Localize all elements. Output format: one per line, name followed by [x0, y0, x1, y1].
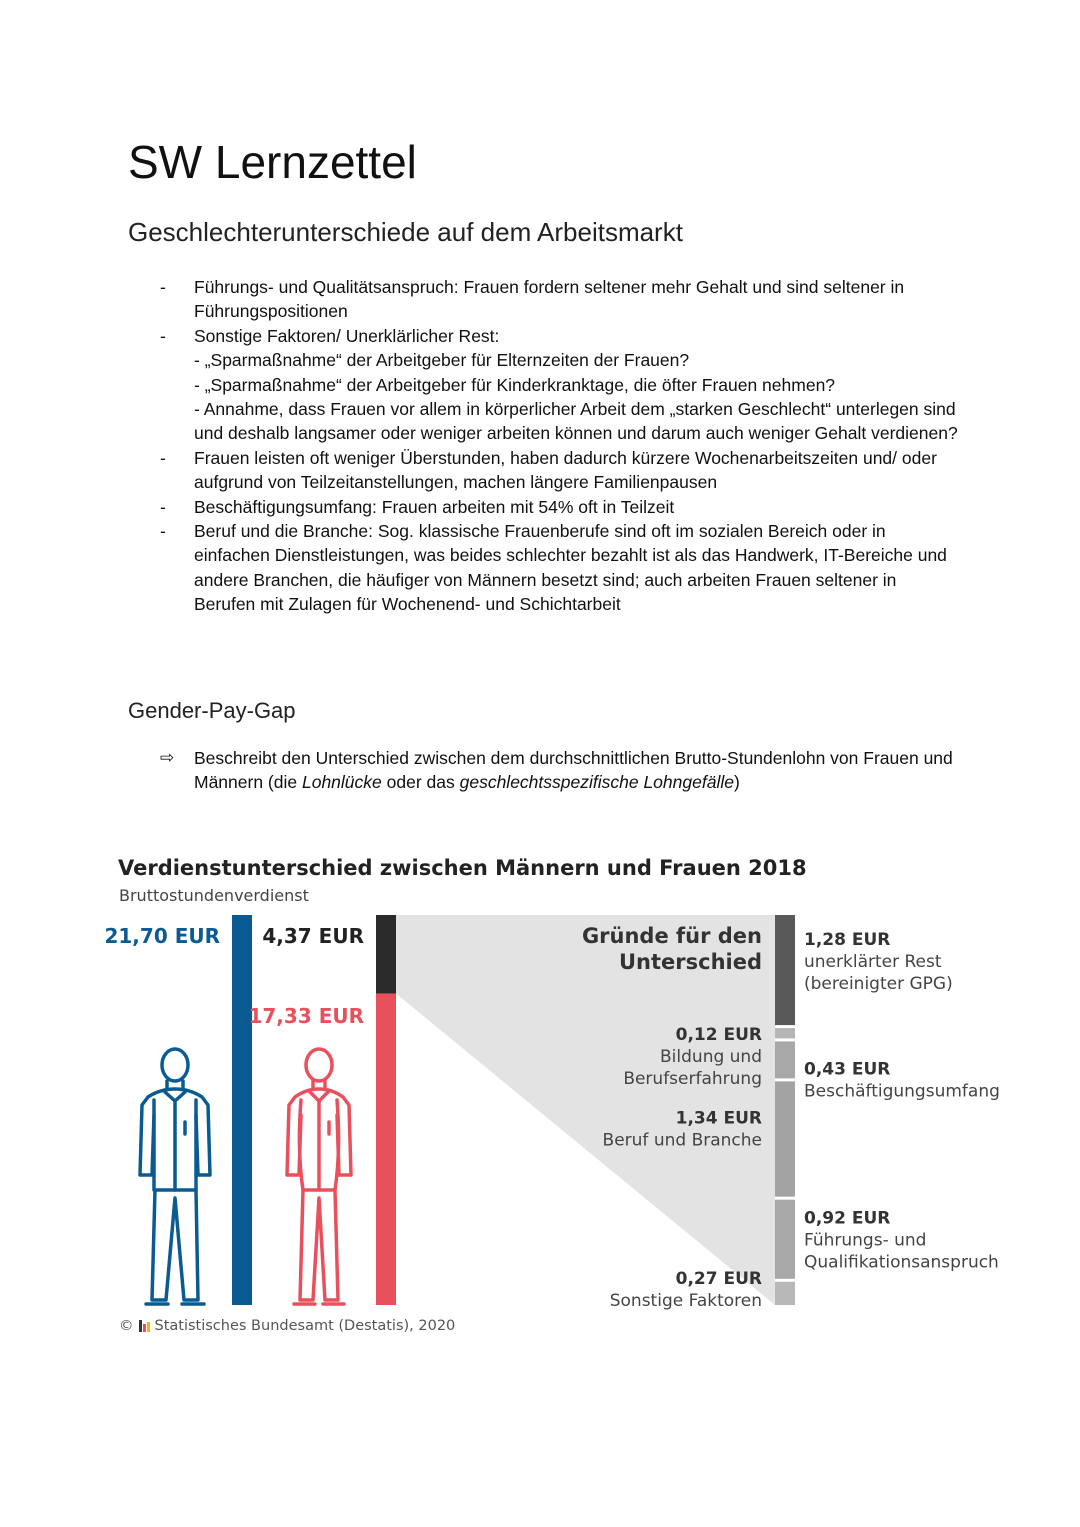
- source-text: Statistisches Bundesamt (Destatis), 2020: [154, 1318, 456, 1334]
- woman-icon: [287, 1049, 351, 1304]
- bullet-subitem: - Annahme, dass Frauen vor allem in körperlicher Arbeit dem „starken Geschlecht“ unterlegen sind und deshalb langsamer oder weniger arbeiten können und darum auch weniger Gehalt verdienen?: [194, 399, 958, 444]
- bullet-item: [160, 275, 960, 324]
- bullet-text: Frauen leisten oft weniger Überstunden, haben dadurch kürzere Wochenarbeitszeiten und/ oder aufgrund von Teilzeitanstellungen, machen längere Familienpausen: [194, 447, 937, 493]
- reason-segment: [775, 1041, 795, 1078]
- bullet-dash: -: [160, 447, 166, 468]
- segment-description-label: (bereinigter GPG): [804, 974, 953, 994]
- segment-amount-label: 1,28 EUR: [804, 930, 891, 950]
- segment-amount-label: 0,92 EUR: [804, 1208, 891, 1229]
- segment-description-label: Qualifikationsanspruch: [804, 1252, 999, 1273]
- bar-women: [376, 994, 396, 1305]
- bullet-dash: -: [160, 325, 166, 346]
- bullet-list: [160, 275, 960, 617]
- chart-source: [119, 1318, 455, 1334]
- segment-amount-label: 1,34 EUR: [675, 1108, 762, 1129]
- reason-segment: [775, 1200, 795, 1279]
- bullet-text: Beschäftigungsumfang: Frauen arbeiten mit 54% oft in Teilzeit: [194, 496, 675, 517]
- gap-value-label: 4,37 EUR: [262, 924, 364, 948]
- bar-gap: [376, 915, 396, 994]
- man-icon: [140, 1049, 210, 1304]
- segment-amount-label: 0,12 EUR: [675, 1025, 762, 1046]
- reasons-heading-line2: Unterschied: [618, 950, 762, 974]
- destatis-logo-icon: [139, 1320, 150, 1332]
- segment-amount-label: 0,27 EUR: [675, 1268, 762, 1289]
- bullet-text: Führungs- und Qualitätsanspruch: Frauen fordern seltener mehr Gehalt und sind seltener in Führungspositionen: [194, 277, 905, 322]
- bullet-dash: -: [160, 277, 166, 297]
- bullet-subitem: - „Sparmaßnahme“ der Arbeitgeber für Kinderkranktage, die öfter Frauen nehmen?: [194, 374, 836, 395]
- bullet-dash: -: [160, 521, 166, 542]
- segment-amount-label: 0,43 EUR: [804, 1059, 891, 1080]
- chart-title: Verdienstunterschied zwischen Männern und Frauen 2018: [118, 856, 807, 880]
- reason-segment: [775, 1081, 795, 1196]
- segment-description-label: Sonstige Faktoren: [609, 1290, 762, 1311]
- segment-description-label: unerklärter Rest: [804, 952, 942, 972]
- copyright-symbol: ©: [119, 1318, 134, 1334]
- bar-men: [232, 915, 252, 1305]
- definition-text-1: Beschreibt den Unterschied zwischen dem durchschnittlichen Brutto-Stundenlohn von Frauen und Männern (die: [194, 748, 953, 793]
- segment-description-label: Berufserfahrung: [623, 1069, 762, 1090]
- definition-paragraph: [160, 746, 960, 795]
- section-title-gender-pay-gap: Gender-Pay-Gap: [128, 698, 296, 723]
- segment-description-label: Beschäftigungsumfang: [804, 1081, 1000, 1102]
- segment-description-label: Führungs- und: [804, 1230, 927, 1251]
- bullet-item: [160, 446, 960, 495]
- arrow-right-icon: ⇨: [160, 748, 175, 767]
- document-title: SW Lernzettel: [128, 136, 417, 188]
- reason-segment: [775, 1282, 795, 1305]
- reasons-heading-line1: Gründe für den: [581, 924, 762, 948]
- definition-text-2: oder das: [381, 772, 460, 793]
- bullet-item: [160, 495, 960, 519]
- segment-description-label: Beruf und Branche: [602, 1130, 762, 1151]
- reasons-stack: [775, 915, 795, 1305]
- bullet-text: Sonstige Faktoren/ Unerklärlicher Rest:: [194, 325, 500, 346]
- bullet-subitem: - „Sparmaßnahme“ der Arbeitgeber für Elternzeiten der Frauen?: [194, 350, 690, 371]
- reason-segment: [775, 1028, 795, 1038]
- bullet-item: [160, 519, 960, 617]
- definition-emphasis-1: Lohnlücke: [301, 772, 382, 793]
- definition-text-3: ): [733, 772, 740, 793]
- men-value-label: 21,70 EUR: [104, 924, 220, 948]
- chart-subtitle: Bruttostundenverdienst: [119, 886, 309, 905]
- women-value-label: 17,33 EUR: [248, 1004, 364, 1028]
- segment-description-label: Bildung und: [660, 1047, 762, 1068]
- reason-segment: [775, 915, 795, 1025]
- definition-emphasis-2: geschlechtsspezifische Lohngefälle: [459, 772, 734, 793]
- pay-gap-chart: [0, 900, 1080, 1320]
- bullet-item: [160, 324, 960, 446]
- bullet-text: Beruf und die Branche: Sog. klassische Frauenberufe sind oft im sozialen Bereich oder in einfachen Dienstleistungen, was beides schlechter bezahlt ist als das Handwerk, IT-Bereiche und andere Branchen, die häufiger von Männern besetzt sind; auch arbeiten Frauen seltener in Berufen mit Zulagen für Wochenend- und Schichtarbeit: [194, 521, 947, 615]
- bullet-dash: -: [160, 496, 166, 517]
- section-title-arbeitsmarkt: Geschlechterunterschiede auf dem Arbeitsmarkt: [128, 217, 683, 247]
